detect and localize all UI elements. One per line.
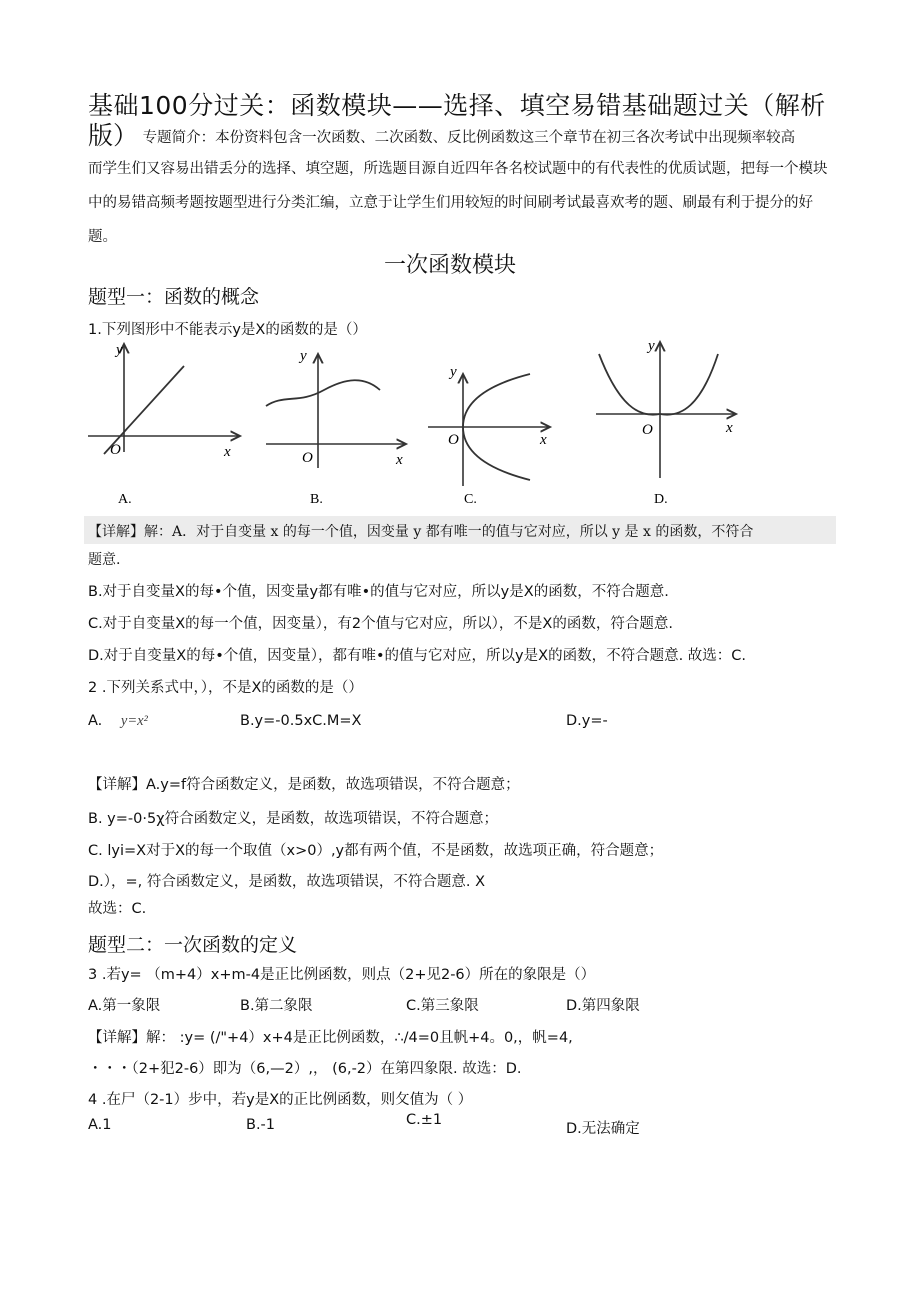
q4-option-b: B.-1 — [246, 1117, 276, 1133]
graph-d — [596, 338, 736, 507]
q2-option-bc: B.y=-0.5xC.M=X — [240, 713, 362, 729]
graph-d-label: D. — [654, 492, 668, 507]
q3-detail-2: ・・・（2+犯2-6）即为（6,—2）,， (6,-2）在第四象限. 故选：D. — [88, 1061, 522, 1077]
graph-c-x-label: x — [540, 432, 547, 448]
q2-detail-b: B. y=-0·5χ符合函数定义，是函数，故选项错误，不符合题意； — [88, 811, 499, 827]
graph-b-origin: O — [302, 450, 313, 466]
q1-detail-d: D.对于自变量X的每•个值，因变量），都有唯•的值与它对应，所以y是X的函数，不符合题意. 故选：C. — [88, 648, 747, 664]
graph-b-y-label: y — [300, 348, 307, 364]
q2-option-a-expr: y=x² — [120, 713, 148, 729]
question-3: 3 .若y= （m+4）x+m-4是正比例函数，则点（2+见2-6）所在的象限是（） — [88, 967, 596, 983]
question-2: 2 .下列关系式中，），不是X的函数的是（） — [88, 680, 363, 696]
graph-b — [266, 348, 406, 507]
section-title: 一次函数模块 — [384, 253, 517, 278]
graph-b-curve — [266, 380, 380, 406]
q4-option-c: C.±1 — [406, 1112, 443, 1128]
q3-option-d: D.第四象限 — [566, 998, 640, 1014]
q2-detail-a: 【详解】A.y=f符合函数定义，是函数，故选项错误，不符合题意； — [88, 777, 520, 793]
q3-option-a: A.第一象限 — [88, 998, 161, 1014]
q3-option-b: B.第二象限 — [240, 998, 313, 1014]
graph-c-label: C. — [464, 492, 477, 507]
graph-b-x-label: x — [396, 452, 403, 468]
q2-detail-d: D.），=, 符合函数定义，是函数，故选项错误，不符合题意. X — [88, 874, 486, 890]
q4-option-a: A.1 — [88, 1117, 112, 1133]
q2-option-d: D.y=- — [566, 713, 608, 729]
q1-detail-c: C.对于自变量X的每一个值，因变量），有2个值与它对应，所以），不是X的函数，符合题意. — [88, 616, 673, 632]
graph-d-parabola — [599, 354, 718, 415]
graph-c-y-label: y — [450, 364, 457, 380]
intro-first-line — [88, 116, 795, 152]
graph-a-label: A. — [118, 492, 132, 507]
q2-detail-c: C. lyi=X对于X的每一个取值（x>0）,y都有两个值，不是函数，故选项正确，符合题意； — [88, 843, 664, 859]
q2-option-a — [88, 713, 148, 730]
q2-option-a-label: A. — [88, 713, 103, 729]
q1-detail-b: B.对于自变量X的每•个值，因变量y都有唯•的值与它对应，所以y是X的函数，不符合题意. — [88, 584, 669, 600]
q2-answer: 故选：C. — [88, 901, 147, 917]
q1-detail-a-cont: 题意. — [88, 552, 121, 568]
intro-paragraph: 而学生们又容易出错丢分的选择、填空题，所选题目源自近四年各名校试题中的有代表性的优质试题，把每一个模块中的易错高频考题按题型进行分类汇编，立意于让学生们用较短的时间刷考试最喜欢考的题、刷最有利于提分的好题。 — [88, 161, 828, 245]
graph-a-line — [104, 366, 184, 454]
graph-c-origin: O — [448, 432, 459, 448]
graph-d-y-label: y — [648, 338, 655, 354]
q4-option-d: D.无法确定 — [566, 1121, 640, 1137]
question-type-1-heading: 题型一：函数的概念 — [88, 286, 260, 308]
question-1: 1.下列图形中不能表示y是X的函数的是（） — [88, 322, 367, 338]
document-title: 基础100分过关：函数模块——选择、填空易错基础题过关（解析 — [88, 91, 826, 120]
q3-option-c: C.第三象限 — [406, 998, 479, 1014]
graph-d-x-label: x — [726, 420, 733, 436]
q3-detail-1: 【详解】解： :y= (/"+4）x+4是正比例函数，∴/4=0且帆+4。0,，帆=4, — [88, 1030, 573, 1046]
q1-detail-a: 【详解】解：A．对于自变量 x 的每一个值，因变量 y 都有唯一的值与它对应，所以 y 是 x 的函数，不符合 — [88, 524, 754, 540]
intro-text-start: 专题简介：本份资料包含一次函数、二次函数、反比例函数这三个章节在初三各次考试中出现频率较高 — [142, 130, 796, 146]
question-4: 4 .在尸（2-1）步中，若y是X的正比例函数，则攵值为（ ） — [88, 1092, 473, 1108]
title-continuation: 版） — [88, 121, 139, 150]
graph-b-label: B. — [310, 492, 323, 507]
graph-d-origin: O — [642, 422, 653, 438]
graph-a-x-label: x — [224, 444, 231, 460]
graph-a — [88, 342, 240, 507]
question-type-2-heading: 题型二：一次函数的定义 — [88, 934, 298, 956]
graph-c — [428, 364, 550, 507]
graph-a-origin: O — [110, 442, 121, 458]
graph-a-y-label: y — [116, 342, 123, 358]
question-1-graphs — [84, 336, 764, 514]
